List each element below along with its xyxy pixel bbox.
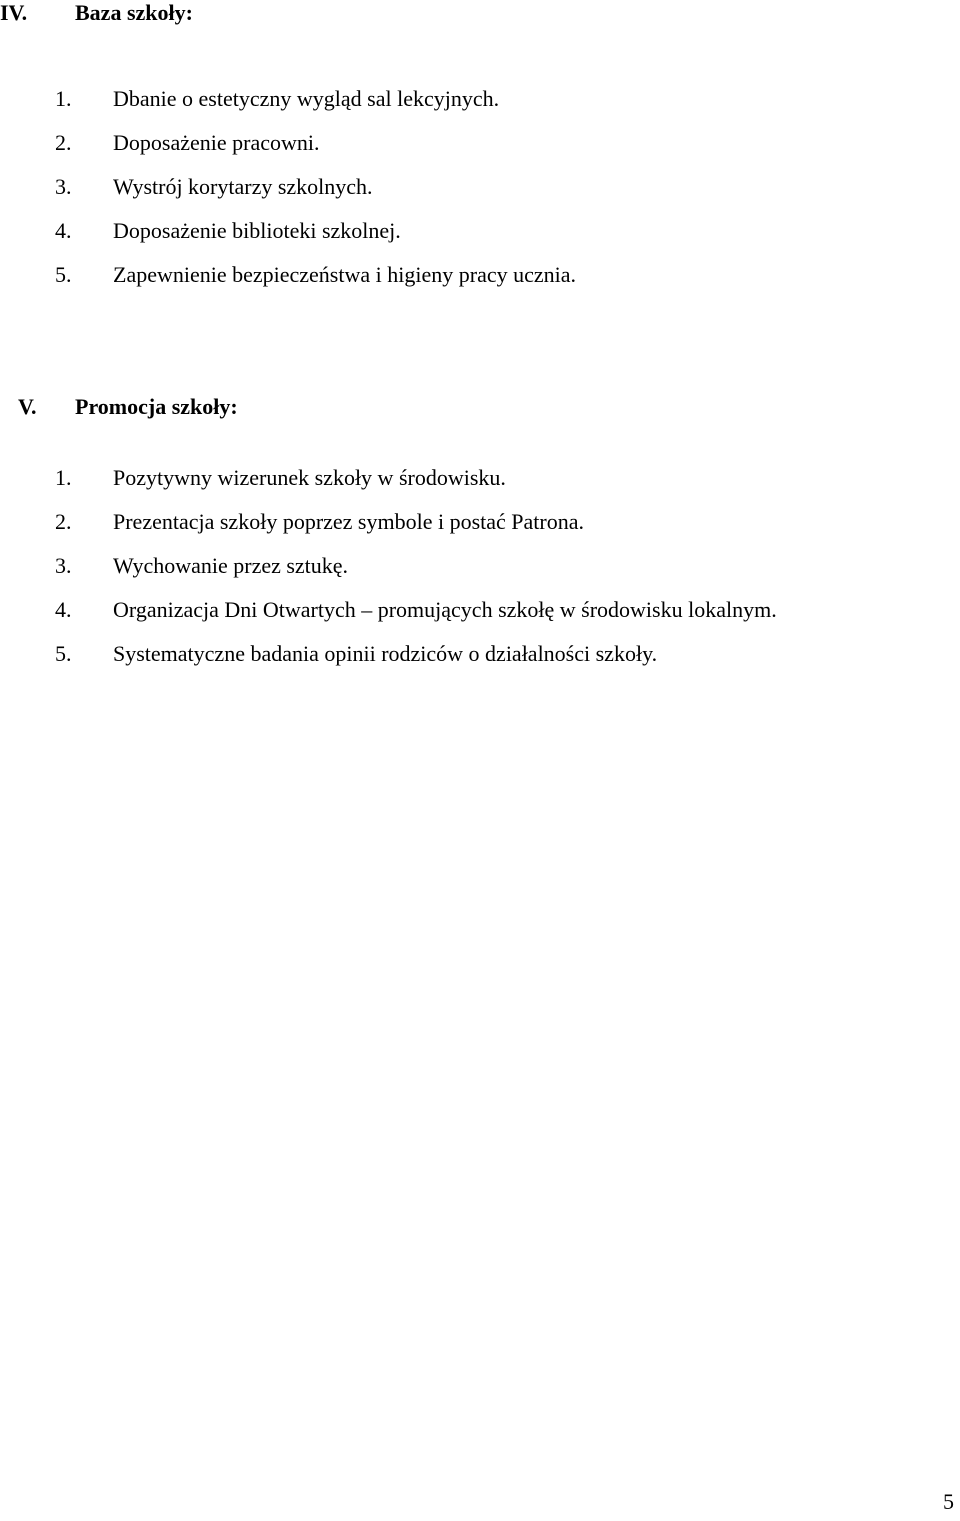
item-text: Wychowanie przez sztukę.	[113, 553, 349, 578]
item-number: 4.	[55, 218, 72, 243]
section-heading-iv	[0, 0, 193, 26]
item-text: Wystrój korytarzy szkolnych.	[113, 174, 373, 199]
item-text: Organizacja Dni Otwartych – promujących szkołę w środowisku lokalnym.	[113, 597, 777, 622]
item-number: 5.	[55, 262, 72, 287]
item-number: 4.	[55, 597, 72, 622]
item-number: 1.	[55, 86, 72, 111]
item-number: 3.	[55, 174, 72, 199]
item-text: Prezentacja szkoły poprzez symbole i postać Patrona.	[113, 509, 585, 534]
section-heading-v	[18, 394, 238, 420]
item-text: Zapewnienie bezpieczeństwa i higieny pracy ucznia.	[113, 262, 576, 287]
item-number: 2.	[55, 509, 72, 534]
section-title: Promocja szkoły:	[75, 394, 238, 419]
item-number: 3.	[55, 553, 72, 578]
item-number: 5.	[55, 641, 72, 666]
item-number: 1.	[55, 465, 72, 490]
section-numeral: V.	[18, 394, 37, 419]
item-text: Systematyczne badania opinii rodziców o działalności szkoły.	[113, 641, 658, 666]
page-number: 5	[943, 1489, 954, 1514]
section-title: Baza szkoły:	[75, 0, 193, 25]
item-text: Doposażenie biblioteki szkolnej.	[113, 218, 401, 243]
item-text: Dbanie o estetyczny wygląd sal lekcyjnych.	[113, 86, 500, 111]
section-numeral: IV.	[0, 0, 28, 25]
item-text: Pozytywny wizerunek szkoły w środowisku.	[113, 465, 506, 490]
item-number: 2.	[55, 130, 72, 155]
item-text: Doposażenie pracowni.	[113, 130, 320, 155]
